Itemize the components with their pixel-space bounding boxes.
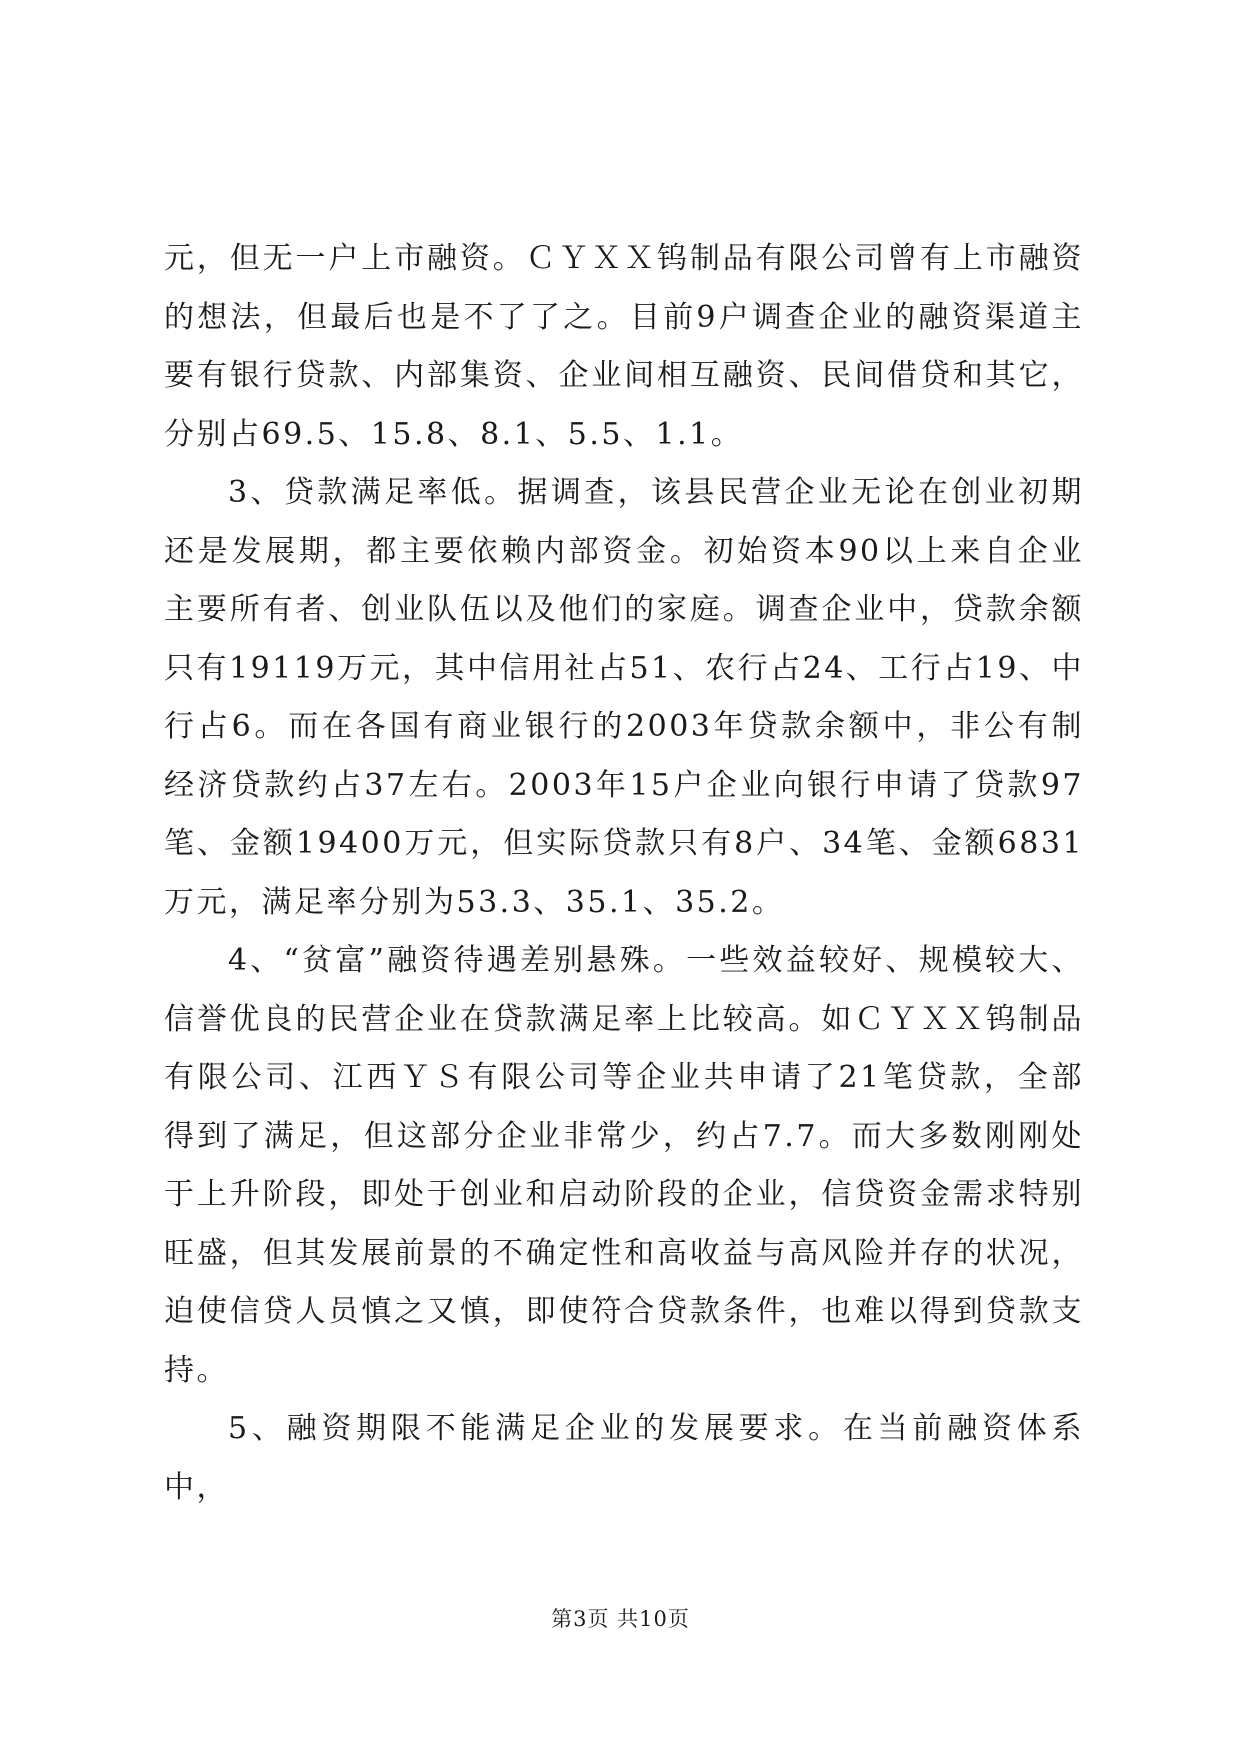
paragraph-loan-satisfaction: 3、贷款满足率低。据调查，该县民营企业无论在创业初期还是发展期，都主要依赖内部资金。初始资本90以上来自企业主要所有者、创业队伍以及他们的家庭。调查企业中，贷款余额只有19119万元，其中信用社占51、农行占24、工行占19、中行占6。而在各国有商业银行的2003年贷款余额中，非公有制经济贷款约占37左右。2003年15户企业向银行申请了贷款97笔、金额19400万元，但实际贷款只有8户、34笔、金额6831万元，满足率分别为53.3、35.1、35.2。: [164, 475, 1084, 920]
paragraph-financing-term: 5、融资期限不能满足企业的发展要求。在当前融资体系中，: [164, 1411, 1084, 1505]
paragraph-financing-disparity: 4、“贫富”融资待遇差别悬殊。一些效益较好、规模较大、信誉优良的民营企业在贷款满足率上比较高。如ＣＹＸＸ钨制品有限公司、江西ＹＳ有限公司等企业共申请了21笔贷款，全部得到了满足，但这部分企业非常少，约占7.7。而大多数刚刚处于上升阶段，即处于创业和启动阶段的企业，信贷资金需求特别旺盛，但其发展前景的不确定性和高收益与高风险并存的状况，迫使信贷人员慎之又慎，即使符合贷款条件，也难以得到贷款支持。: [164, 943, 1084, 1388]
page-number-footer: 第3页 共10页: [551, 1607, 690, 1631]
document-body: [164, 230, 1084, 1517]
paragraph-continued: 元，但无一户上市融资。ＣＹＸＸ钨制品有限公司曾有上市融资的想法，但最后也是不了了之。目前9户调查企业的融资渠道主要有银行贷款、内部集资、企业间相互融资、民间借贷和其它，分别占69.5、15.8、8.1、5.5、1.1。: [164, 241, 1084, 452]
